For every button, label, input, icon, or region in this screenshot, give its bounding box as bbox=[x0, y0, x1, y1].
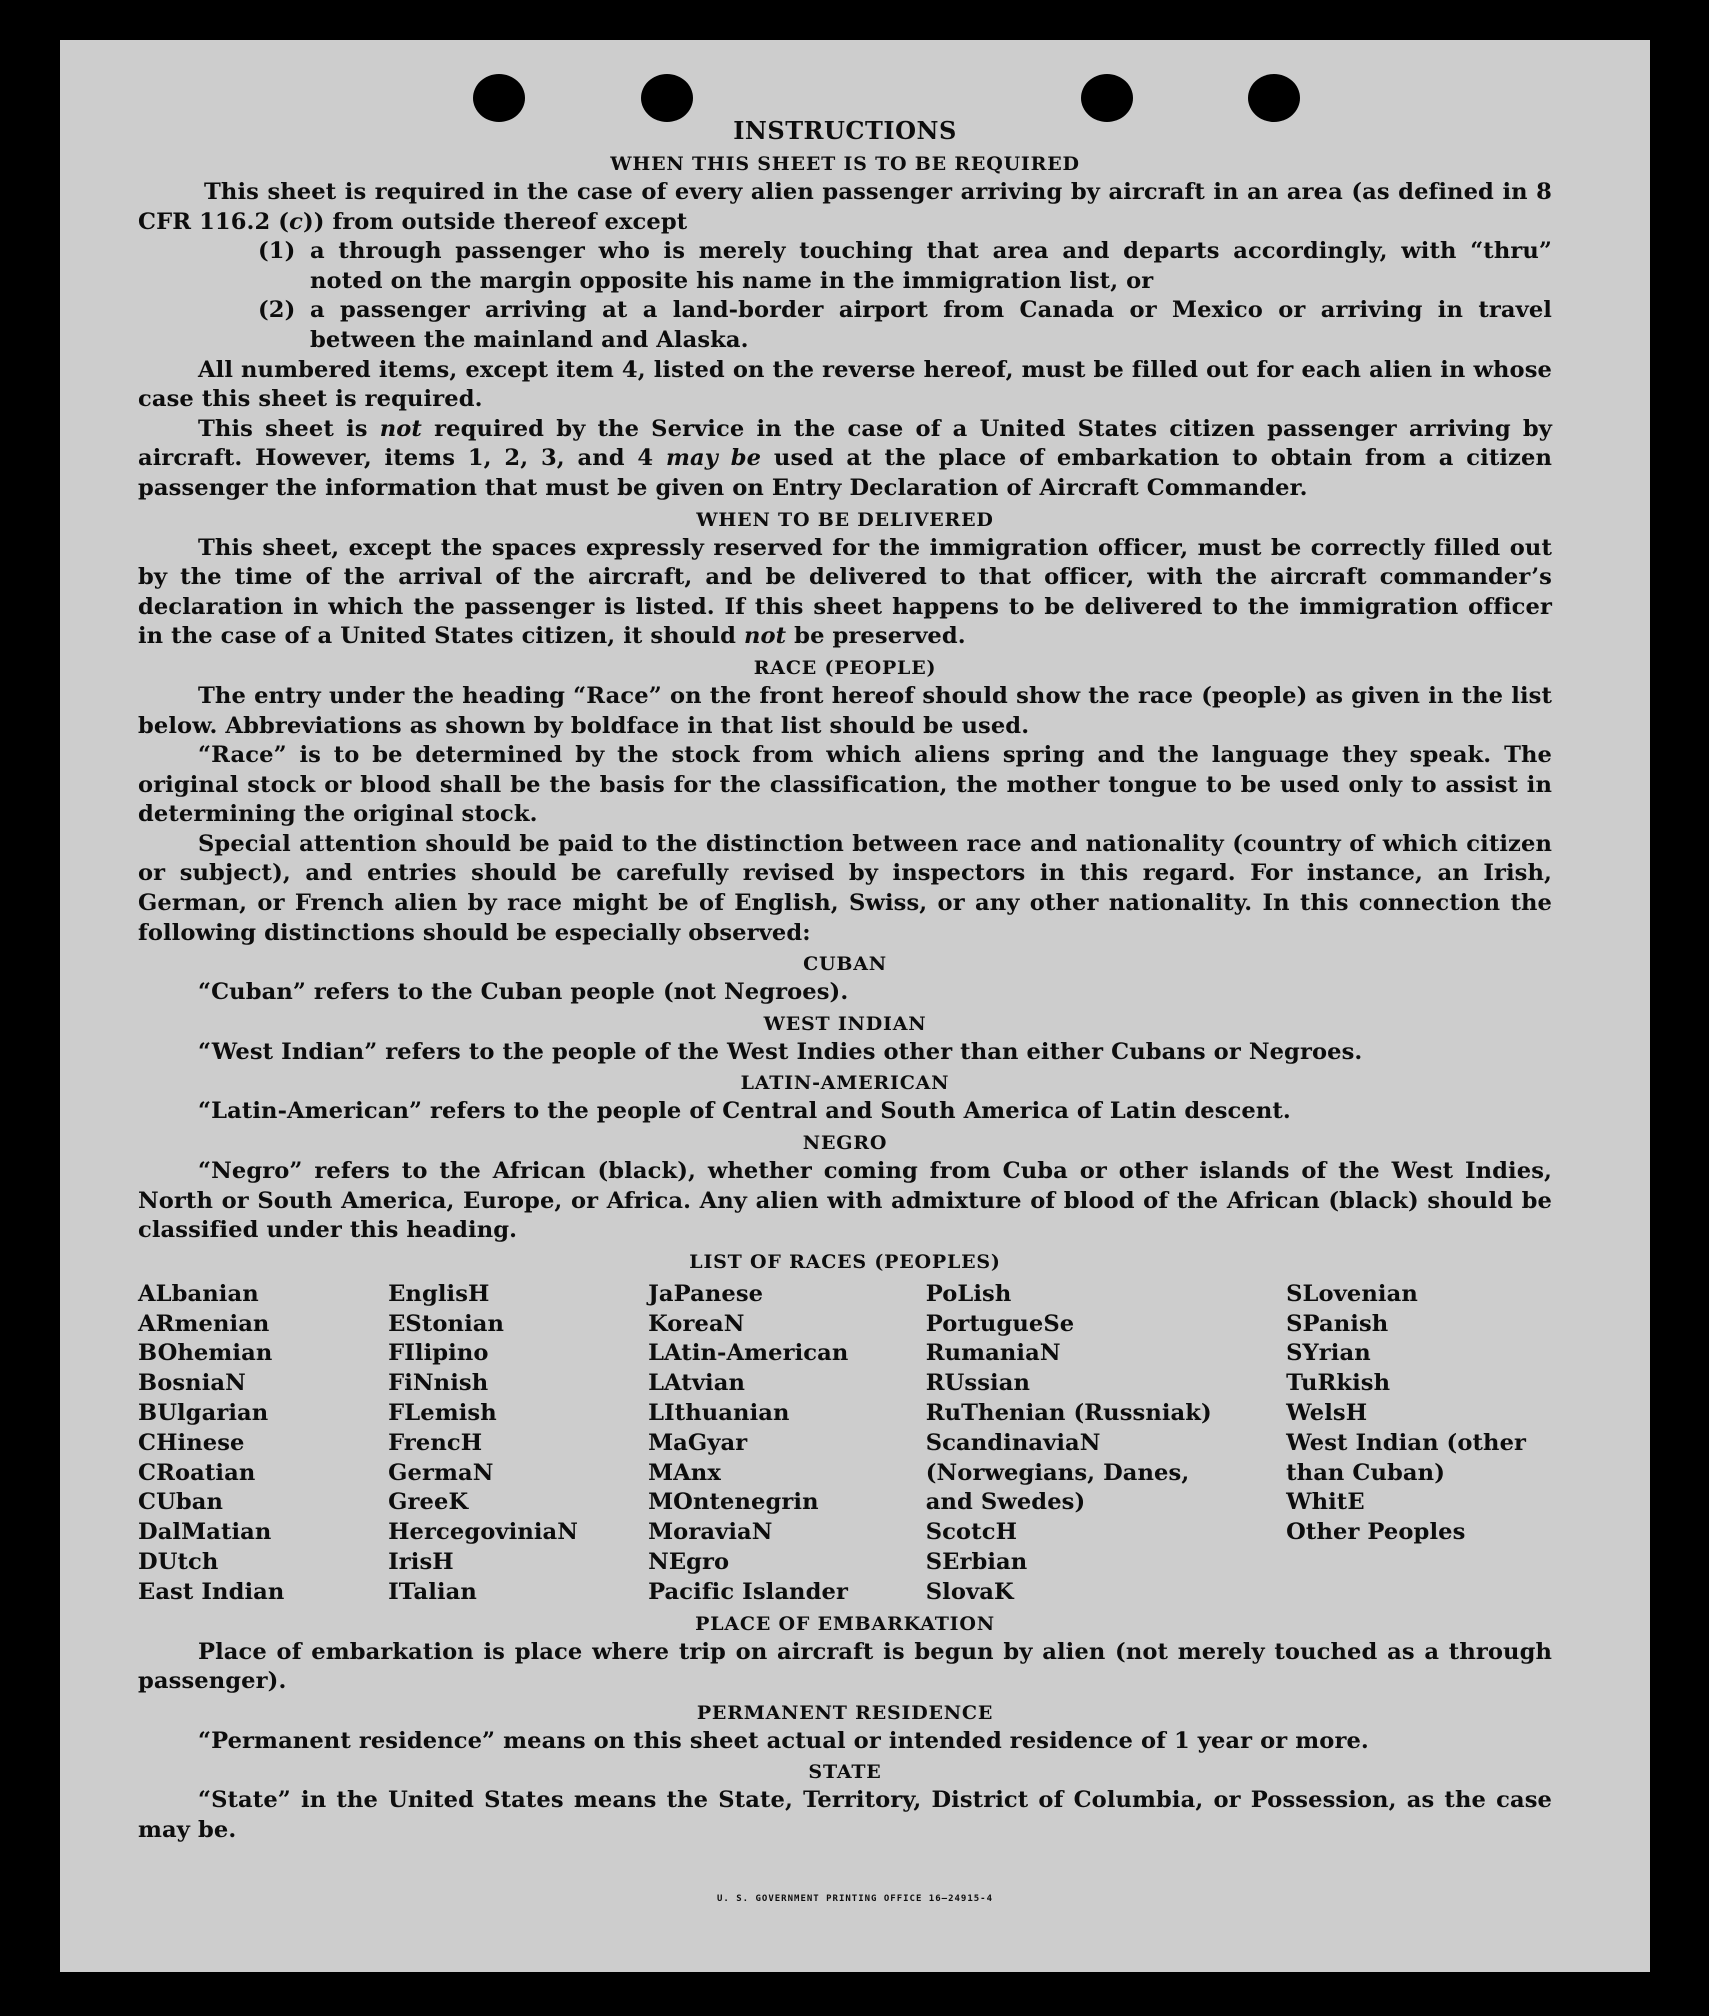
races-list bbox=[138, 1280, 1552, 1608]
list-item bbox=[258, 296, 1552, 355]
race-item: BosniaN bbox=[138, 1370, 246, 1397]
race-item: EnglisH bbox=[388, 1280, 490, 1307]
paragraph: “Permanent residence” means on this sheet actual or intended residence of 1 year or more. bbox=[198, 1727, 1369, 1754]
race-item: LAtin-American bbox=[648, 1340, 849, 1367]
section-heading: LATIN-AMERICAN bbox=[740, 1072, 950, 1095]
section-heading: WEST INDIAN bbox=[763, 1012, 927, 1035]
paragraph: “State” in the United States means the State, Territory, District of Columbia, or Possession, as the case may be. bbox=[138, 1787, 1552, 1843]
section-heading: RACE (PEOPLE) bbox=[753, 656, 937, 679]
printer-imprint: U. S. GOVERNMENT PRINTING OFFICE 16—24915-4 bbox=[717, 1894, 993, 1904]
paragraph: “Negro” refers to the African (black), whether coming from Cuba or other islands of the West Indies, North or South America, Europe, or Africa. Any alien with admixture of blood of the African (black) should be classified under this heading. bbox=[138, 1158, 1552, 1244]
race-item: EStonian bbox=[388, 1310, 505, 1337]
race-item: CUban bbox=[138, 1489, 224, 1516]
race-item: ARmenian bbox=[138, 1310, 270, 1337]
paragraph: This sheet is not required by the Service in the case of a United States citizen passenger arriving by aircraft. However, items 1, 2, 3, and 4 may be used at the place of embarkation to obtain from a citizen passenger the information that must be given on Entry Declaration of Aircraft Commander. bbox=[138, 415, 1552, 501]
race-item: BUlgarian bbox=[138, 1400, 269, 1426]
races-column bbox=[1286, 1280, 1552, 1608]
paragraph: The entry under the heading “Race” on the front hereof should show the race (people) as given in the list below. Abbreviations as shown by boldface in that list should be used. bbox=[138, 682, 1552, 739]
race-item: RumaniaN bbox=[925, 1340, 1061, 1367]
section-heading: LIST OF RACES (PEOPLES) bbox=[689, 1250, 1001, 1273]
list-item bbox=[258, 237, 1552, 296]
race-item: DUtch bbox=[138, 1548, 219, 1575]
race-item: PortugueSe bbox=[925, 1310, 1075, 1337]
race-item: RuThenian (Russniak) bbox=[925, 1400, 1212, 1426]
race-item: JaPanese bbox=[648, 1280, 764, 1307]
race-item: LIthuanian bbox=[648, 1400, 790, 1426]
race-item: GermaN bbox=[388, 1459, 494, 1486]
paragraph: This sheet is required in the case of every alien passenger arriving by aircraft in an area (as defined in 8 CFR 116.2 (c)) from outside thereof except bbox=[138, 179, 1552, 235]
item-number: (2) bbox=[258, 297, 296, 324]
race-item: Pacific Islander bbox=[648, 1578, 848, 1605]
race-item: MAnx bbox=[648, 1459, 721, 1486]
section-heading: NEGRO bbox=[802, 1132, 888, 1155]
race-item: ScotcH bbox=[925, 1519, 1018, 1546]
race-item: FrencH bbox=[388, 1429, 483, 1456]
race-item: KoreaN bbox=[648, 1310, 745, 1337]
paragraph: Place of embarkation is place where trip on aircraft is begun by alien (not merely touched as a through passenger). bbox=[138, 1638, 1552, 1695]
item-number: (1) bbox=[258, 238, 296, 265]
paragraph: Special attention should be paid to the distinction between race and nationality (country of which citizen or subject), and entries should be carefully revised by inspectors in this regard. For instance, an Irish, German, or French alien by race might be of English, Swiss, or any other nationality. In this connection the following distinctions should be especially observed: bbox=[138, 830, 1552, 946]
race-item: HercegoviniaN bbox=[388, 1519, 579, 1546]
race-item: West Indian (other than Cuban) bbox=[1286, 1429, 1527, 1486]
races-column bbox=[648, 1280, 926, 1608]
race-item: FIlipino bbox=[388, 1340, 489, 1367]
race-item: Other Peoples bbox=[1286, 1519, 1466, 1546]
paragraph: This sheet, except the spaces expressly reserved for the immigration officer, must be correctly filled out by the time of the arrival of the aircraft, and be delivered to that officer, with the aircraft commander’s declaration in which the passenger is listed. If this sheet happens to be delivered to the immigration officer in the case of a United States citizen, it should not be preserved. bbox=[138, 534, 1552, 650]
item-text: a through passenger who is merely touching that area and departs accordingly, with “thru” noted on the margin opposite his name in the immigration list, or bbox=[310, 238, 1552, 294]
race-item: RUssian bbox=[925, 1370, 1031, 1397]
race-item: WhitE bbox=[1286, 1489, 1365, 1516]
race-item: East Indian bbox=[138, 1578, 285, 1605]
section-heading: CUBAN bbox=[803, 953, 887, 976]
race-item: MaGyar bbox=[648, 1429, 748, 1456]
paragraph: “West Indian” refers to the people of the West Indies other than either Cubans or Negroes. bbox=[198, 1038, 1363, 1065]
race-item: ALbanian bbox=[138, 1280, 259, 1307]
document-sheet bbox=[60, 40, 1650, 1972]
paragraph: “Latin-American” refers to the people of Central and South America of Latin descent. bbox=[198, 1098, 1291, 1125]
race-item: FLemish bbox=[388, 1400, 497, 1426]
section-heading: STATE bbox=[808, 1761, 882, 1784]
page-title: INSTRUCTIONS bbox=[733, 116, 957, 145]
section-heading: PERMANENT RESIDENCE bbox=[696, 1701, 994, 1724]
races-column bbox=[926, 1280, 1286, 1608]
race-item: MOntenegrin bbox=[648, 1489, 819, 1516]
race-item: GreeK bbox=[388, 1489, 469, 1516]
races-column bbox=[138, 1280, 388, 1608]
race-item: CHinese bbox=[138, 1429, 245, 1456]
instructions-content bbox=[138, 114, 1552, 1846]
section-heading: WHEN THIS SHEET IS TO BE REQUIRED bbox=[610, 153, 1080, 175]
race-item: SPanish bbox=[1286, 1310, 1389, 1337]
race-item: ITalian bbox=[388, 1578, 477, 1605]
race-item: MoraviaN bbox=[648, 1519, 773, 1546]
race-item: LAtvian bbox=[648, 1370, 745, 1397]
item-text: a passenger arriving at a land-border airport from Canada or Mexico or arriving in travel between the mainland and Alaska. bbox=[310, 297, 1552, 353]
section-heading: PLACE OF EMBARKATION bbox=[695, 1612, 995, 1635]
race-item: FiNnish bbox=[388, 1370, 489, 1397]
race-item: WelsH bbox=[1286, 1400, 1368, 1426]
race-item: SlovaK bbox=[925, 1578, 1014, 1605]
section-heading: WHEN TO BE DELIVERED bbox=[696, 508, 994, 531]
race-item: NEgro bbox=[648, 1548, 730, 1575]
paragraph: “Cuban” refers to the Cuban people (not Negroes). bbox=[198, 979, 849, 1006]
race-item: ScandinaviaN (Norwegians, Danes, and Swedes) bbox=[925, 1429, 1190, 1516]
race-item: DalMatian bbox=[138, 1519, 272, 1546]
race-item: IrisH bbox=[388, 1548, 454, 1575]
race-item: PoLish bbox=[925, 1280, 1012, 1307]
race-item: SYrian bbox=[1286, 1340, 1371, 1367]
race-item: SLovenian bbox=[1286, 1280, 1418, 1307]
race-item: SErbian bbox=[925, 1548, 1028, 1575]
races-column bbox=[388, 1280, 648, 1608]
paragraph: All numbered items, except item 4, listed on the reverse hereof, must be filled out for each alien in whose case this sheet is required. bbox=[138, 356, 1552, 413]
paragraph: “Race” is to be determined by the stock from which aliens spring and the language they speak. The original stock or blood shall be the basis for the classification, the mother tongue to be used only to assist in determining the original stock. bbox=[138, 742, 1552, 828]
race-item: CRoatian bbox=[138, 1459, 256, 1486]
race-item: BOhemian bbox=[138, 1340, 273, 1367]
race-item: TuRkish bbox=[1286, 1370, 1391, 1397]
